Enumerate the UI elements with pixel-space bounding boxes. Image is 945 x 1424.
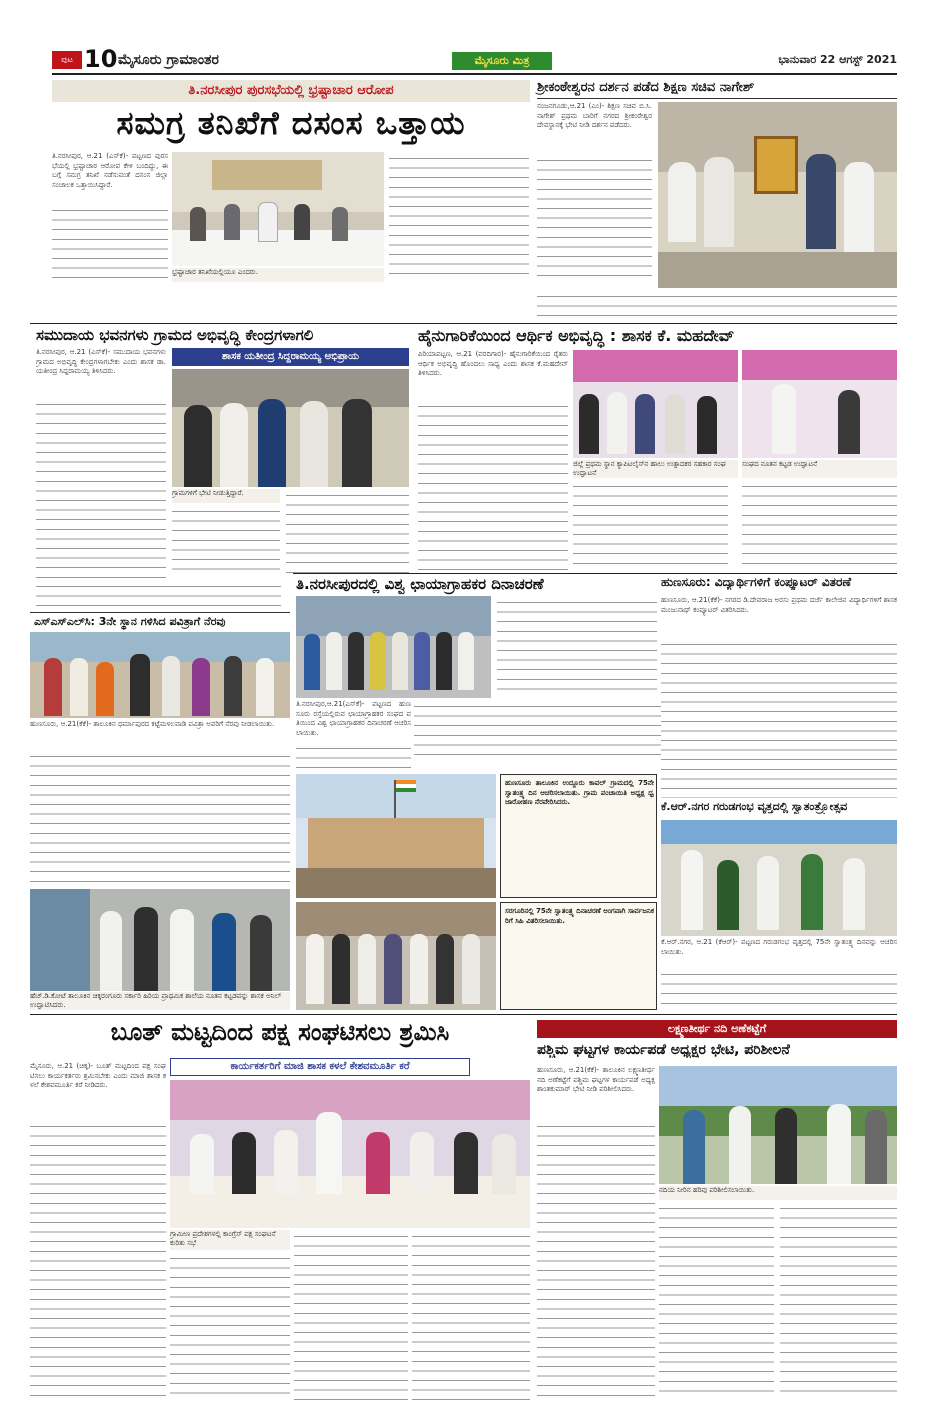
divider-3 bbox=[30, 1014, 897, 1015]
banner bbox=[212, 160, 322, 190]
story12-caption: ನದಿಯ ನೀರಿನ ಹರಿವು ಪರಿಶೀಲಿಸಲಾಯಿತು. bbox=[659, 1186, 897, 1200]
story3-dateline: ತಿ.ನರಸೀಪುರ, ಆ.21 (ಎಸ್‌ಕೆ)- ಸಮುದಾಯ ಭವನಗಳು ಗ್ರಾಮದ ಅಭಿವೃದ್ಧಿ ಕೇಂದ್ರಗಳಾಗಬೇಕು ಎಂದು ಶಾಸಕ ಡಾ.ಯತೀಂದ್ರ ಸಿದ್ದರಾಮಯ್ಯ ತಿಳಿಸಿದರು. bbox=[36, 348, 166, 376]
masthead bbox=[52, 47, 897, 73]
story4-body-col2 bbox=[573, 480, 728, 570]
story7-headline-bar: ಎಸ್‌ಎಸ್‌ಎಲ್‌ಸಿ: 3ನೇ ಸ್ಥಾನ ಗಳಿಸಿದ ಪವಿತ್ರಾಗೆ ನೆರವು bbox=[30, 612, 290, 631]
story3-headline: ಸಮುದಾಯ ಭವನಗಳು ಗ್ರಾಮದ ಅಭಿವೃದ್ಧಿ ಕೇಂದ್ರಗಳಾಗಲಿ bbox=[36, 326, 314, 344]
page-label-box bbox=[52, 51, 82, 69]
story11-headline: ಬೂತ್ ಮಟ್ಟದಿಂದ ಪಕ್ಷ ಸಂಘಟಿಸಲು ಶ್ರಮಿಸಿ bbox=[110, 1018, 450, 1046]
story2-headline-bar: ಶ್ರೀಕಂಠೇಶ್ವರನ ದರ್ಶನ ಪಡೆದ ಶಿಕ್ಷಣ ಸಚಿವ ನಾಗೇಶ್ bbox=[537, 78, 897, 99]
story2-photo bbox=[658, 102, 897, 288]
story4-photo-right bbox=[742, 350, 897, 458]
story8-photo bbox=[296, 774, 496, 898]
story4-body-col3 bbox=[742, 480, 897, 570]
story12-body-col3 bbox=[780, 1202, 897, 1400]
story4-photo-left bbox=[573, 350, 738, 458]
page-number: 10 bbox=[84, 45, 118, 73]
story3-photo bbox=[172, 369, 409, 487]
story6-body bbox=[661, 638, 897, 798]
story5-dateline: ತಿ.ನರಸೀಪುರ,ಆ.21(ಎಸ್‌ಕೆ)- ಪಟ್ಟಣದ ಹುಣಸೂರು ರಸ್ತೆಯಲ್ಲಿರುವ ಛಾಯಾಗ್ರಾಹಕರ ಸಂಘದ ವತಿಯಿಂದ ವಿಶ್ವ ಛಾಯಾಗ್ರಾಹಕರ ದಿನಾಚರಣೆ ಆಚರಿಸಲಾಯಿತು. bbox=[296, 700, 411, 737]
story4-body-col1 bbox=[418, 400, 568, 570]
story7-photo bbox=[30, 632, 290, 718]
paper-name: ಮೈಸೂರು ಮಿತ್ರ bbox=[452, 52, 552, 70]
flag bbox=[396, 780, 416, 792]
story7-caption: ಹೆಚ್.ಡಿ.ಕೋಟೆ ತಾಲೂಕಿನ ಚಿಕ್ಕರಂಗೂರು ಸರ್ಕಾರಿ ಹಿರಿಯ ಪ್ರಾಥಮಿಕ ಶಾಲೆಯ ನೂತನ ಕಟ್ಟಡವನ್ನು ಶಾಸಕ ಅನಿಲ್ ಉದ್ಘಾಟಿಸಿದರು. bbox=[30, 992, 290, 1010]
story3-body-col1 bbox=[36, 398, 166, 578]
story12-photo bbox=[659, 1066, 897, 1184]
story11-caption: ಗ್ರಾಮೀಣ ಪ್ರದೇಶಗಳಲ್ಲಿ ಕಾಂಗ್ರೆಸ್ ಪಕ್ಷ ಸಂಘಟನೆ ಕುರಿತು ಸಭೆ bbox=[170, 1230, 290, 1250]
story1-photo bbox=[172, 152, 384, 266]
story11-body-col1 bbox=[30, 1120, 166, 1400]
story1-caption: ಭ್ರಷ್ಟಾಚಾರ ತನಿಖೆಯಲ್ಲಿಯೂ ಎಂದರು. bbox=[172, 268, 384, 282]
story3-body-col1b bbox=[36, 580, 281, 610]
story10-photo bbox=[296, 902, 496, 1010]
story4-dateline: ಪಿರಿಯಾಪಟ್ಟಣ, ಆ.21 (ವರದಿಗಾರ)- ಹೈನುಗಾರಿಕೆಯಿಂದ ರೈತರು ಆರ್ಥಿಕ ಅಭಿವೃದ್ಧಿ ಹೊಂದಲು ಸಾಧ್ಯ ಎಂದು ಶಾಸಕ ಕೆ.ಮಹದೇವ್ ತಿಳಿಸಿದರು. bbox=[418, 350, 568, 378]
story3-subhead-bar: ಶಾಸಕ ಯತೀಂದ್ರ ಸಿದ್ದರಾಮಯ್ಯ ಅಭಿಪ್ರಾಯ bbox=[172, 348, 409, 366]
story9-headline: ಕೆ.ಆರ್.ನಗರ ಗರುಡಗಂಭ ವೃತ್ತದಲ್ಲಿ ಸ್ವಾತಂತ್ರ್ಯೋತ್ಸವ bbox=[661, 800, 848, 813]
divider-1 bbox=[30, 323, 897, 324]
story11-body-col3 bbox=[294, 1230, 408, 1400]
story9-photo bbox=[661, 820, 897, 936]
story4-caption-left: ಜಿಲ್ಲೆ ಪ್ರಥಮ ಸ್ಥಾನ ಕ್ಯಾಪಿಟಲೈಸ್‌ನ ಹಾಲು ಉತ್ಪಾದಕರ ಸಹಕಾರ ಸಂಘ ಉದ್ಘಾಟನೆ bbox=[573, 460, 738, 478]
story1-body-col1 bbox=[52, 204, 168, 282]
story11-body-col4 bbox=[412, 1230, 530, 1400]
story2-dateline: ನಂಜನಗೂಡು,ಆ.21 (ಎಂ)- ಶಿಕ್ಷಣ ಸಚಿವ ಬಿ.ಸಿ.ನಾಗೇಶ್ ಪ್ರಥಮ ಬಾರಿಗೆ ನಗರದ ಶ್ರೀಕಂಠೇಶ್ವರ ದೇವಸ್ಥಾನಕ್ಕೆ ಭೇಟಿ ನೀಡಿ ದರ್ಶನ ಪಡೆದರು. bbox=[537, 102, 652, 130]
story7-body bbox=[30, 750, 290, 885]
issue-date: ಭಾನುವಾರ 22 ಆಗಸ್ಟ್ 2021 bbox=[778, 53, 897, 66]
story5-body-col2 bbox=[414, 700, 662, 760]
story1-headline: ಸಮಗ್ರ ತನಿಖೆಗೆ ದಸಂಸ ಒತ್ತಾಯ bbox=[116, 104, 466, 142]
story5-headline: ತಿ.ನರಸೀಪುರದಲ್ಲಿ ವಿಶ್ವ ಛಾಯಾಗ್ರಾಹಕರ ದಿನಾಚರಣೆ bbox=[296, 575, 544, 593]
story8-box: ಹುಣಸೂರು ತಾಲೂಕಿನ ಉದ್ದೂರು ಕಾವಲ್ ಗ್ರಾಮದಲ್ಲಿ 75ನೇ ಸ್ವಾತಂತ್ರ್ಯ ದಿನ ಆಚರಿಸಲಾಯಿತು. ಗ್ರಾಮ ಪಂಚಾಯಿತಿ ಅಧ್ಯಕ್ಷ ಧ್ವಜಾರೋಹಣ ನೆರವೇರಿಸಿದರು. bbox=[500, 774, 657, 898]
story11-photo bbox=[170, 1080, 530, 1228]
story5-body-col3 bbox=[497, 596, 657, 696]
page-label: ಪುಟ bbox=[61, 55, 73, 64]
story9-body bbox=[661, 968, 897, 1012]
building bbox=[308, 818, 484, 868]
story3-body-col2 bbox=[172, 505, 280, 578]
story3-caption: ಗ್ರಾಮಗಳಿಗೆ ಭೇಟಿ ನೀಡುತ್ತಿದ್ದಾರೆ. bbox=[172, 489, 280, 503]
story11-subhead-bar: ಕಾರ್ಯಕರ್ತರಿಗೆ ಮಾಜಿ ಶಾಸಕ ಕಳಲೆ ಕೇಶವಮೂರ್ತಿ ಕರೆ bbox=[170, 1058, 470, 1076]
story2-body-col2 bbox=[537, 290, 897, 320]
story2-body-col1 bbox=[537, 154, 652, 282]
story10-box: ಸರಗೂರಿನಲ್ಲಿ 75ನೇ ಸ್ವಾತಂತ್ರ್ಯ ದಿನಾಚರಣೆ ಅಂಗವಾಗಿ ಸಾರ್ವಜನಿಕರಿಗೆ ಸಿಹಿ ವಿತರಿಸಲಾಯಿತು. bbox=[500, 902, 657, 1010]
section-name: ಮೈಸೂರು ಗ್ರಾಮಾಂತರ bbox=[118, 52, 219, 68]
story9-dateline: ಕೆ.ಆರ್.ನಗರ, ಆ.21 (ಕೆಆರ್)- ಪಟ್ಟಣದ ಗರುಡಗಂಭ ವೃತ್ತದಲ್ಲಿ 75ನೇ ಸ್ವಾತಂತ್ರ್ಯ ದಿನವನ್ನು ಆಚರಿಸಲಾಯಿತು. bbox=[661, 938, 897, 956]
story4-caption-right: ಸಂಘದ ನೂತನ ಕಟ್ಟಡ ಉದ್ಘಾಟನೆ bbox=[742, 460, 897, 478]
story12-body-col2 bbox=[659, 1202, 774, 1400]
story3-body-col3 bbox=[286, 489, 409, 578]
story12-body-col1 bbox=[537, 1120, 655, 1400]
story6-headline: ಹುಣಸೂರು: ವಿದ್ಯಾರ್ಥಿಗಳಿಗೆ ಕಂಪ್ಯೂಟರ್ ವಿತರಣೆ bbox=[661, 575, 852, 589]
story11-dateline: ಮೈಸೂರು, ಆ.21 (ಚಿಕ್ಕ)- ಬೂತ್ ಮಟ್ಟದಿಂದ ಪಕ್ಷ ಸಂಘಟಿಸಲು ಕಾರ್ಯಕರ್ತರು ಶ್ರಮಿಸಬೇಕು ಎಂದು ಮಾಜಿ ಶಾಸಕ ಕಳಲೆ ಕೇಶವಮೂರ್ತಿ ಕರೆ ನೀಡಿದರು. bbox=[30, 1062, 166, 1090]
story12-kicker-bar: ಲಕ್ಷ್ಮಣತೀರ್ಥ ನದಿ ಅಣೆಕಟ್ಟೆಗೆ bbox=[537, 1020, 897, 1038]
story4-headline: ಹೈನುಗಾರಿಕೆಯಿಂದ ಆರ್ಥಿಕ ಅಭಿವೃದ್ಧಿ : ಶಾಸಕ ಕೆ. ಮಹದೇವ್ bbox=[418, 326, 735, 345]
story6-dateline: ಹುಣಸೂರು, ಆ.21(ಕೆಕೆ)- ನಗರದ ಡಿ.ದೇವರಾಜ ಅರಸು ಪ್ರಥಮ ದರ್ಜೆ ಕಾಲೇಜಿನ ವಿದ್ಯಾರ್ಥಿಗಳಿಗೆ ಶಾಸಕ ಮಂಜುನಾಥ್ ಕಂಪ್ಯೂಟರ್ ವಿತರಿಸಿದರು. bbox=[661, 596, 897, 614]
story12-dateline: ಹುಣಸೂರು, ಆ.21(ಕೆಕೆ)- ತಾಲೂಕಿನ ಲಕ್ಷ್ಮಣತೀರ್ಥ ನದಿ ಅಣೆಕಟ್ಟೆಗೆ ಪಶ್ಚಿಮ ಘಟ್ಟಗಳ ಕಾರ್ಯಪಡೆ ಅಧ್ಯಕ್ಷ ಶಾಂತಕುಮಾರ್ ಭೇಟಿ ನೀಡಿ ಪರಿಶೀಲಿಸಿದರು. bbox=[537, 1066, 655, 1094]
story7-photo2 bbox=[30, 889, 290, 991]
masthead-rule bbox=[52, 73, 897, 75]
story7-dateline: ಹುಣಸೂರು, ಆ.21(ಕೆಕೆ)- ತಾಲೂಕಿನ ಧರ್ಮಾಪುರದ ಕಟ್ಟೆಮಳಲವಾಡಿ ಪವಿತ್ರಾ ಅವರಿಗೆ ನೆರವು ನೀಡಲಾಯಿತು. bbox=[30, 720, 275, 728]
story11-body-col2 bbox=[170, 1252, 290, 1400]
story5-photo bbox=[296, 596, 491, 698]
story1-body-col3 bbox=[389, 152, 529, 282]
story5-body-col1 bbox=[296, 742, 411, 770]
framed-deity bbox=[754, 136, 798, 194]
story1-kicker: ತಿ.ನರಸೀಪುರ ಪುರಸಭೆಯಲ್ಲಿ ಭ್ರಷ್ಟಾಚಾರ ಆರೋಪ bbox=[52, 80, 530, 102]
divider-2 bbox=[293, 573, 897, 574]
story1-dateline: ತಿ.ನರಸೀಪುರ, ಆ.21 (ಎಸ್‌ಕೆ)- ಪಟ್ಟಣದ ಪುರಸಭೆಯಲ್ಲಿ ಭ್ರಷ್ಟಾಚಾರ ಆರೋಪ ಕೇಳಿ ಬಂದಿದ್ದು, ಈ ಬಗ್ಗೆ ಸಮಗ್ರ ತನಿಖೆ ನಡೆಸುವಂತೆ ದಸಂಸ ಜಿಲ್ಲಾ ಸಂಚಾಲಕ ಒತ್ತಾಯಿಸಿದ್ದಾರೆ. bbox=[52, 152, 168, 189]
story12-headline: ಪಶ್ಚಿಮ ಘಟ್ಟಗಳ ಕಾರ್ಯಪಡೆ ಅಧ್ಯಕ್ಷರ ಭೇಟಿ, ಪರಿಶೀಲನೆ bbox=[537, 1042, 790, 1058]
